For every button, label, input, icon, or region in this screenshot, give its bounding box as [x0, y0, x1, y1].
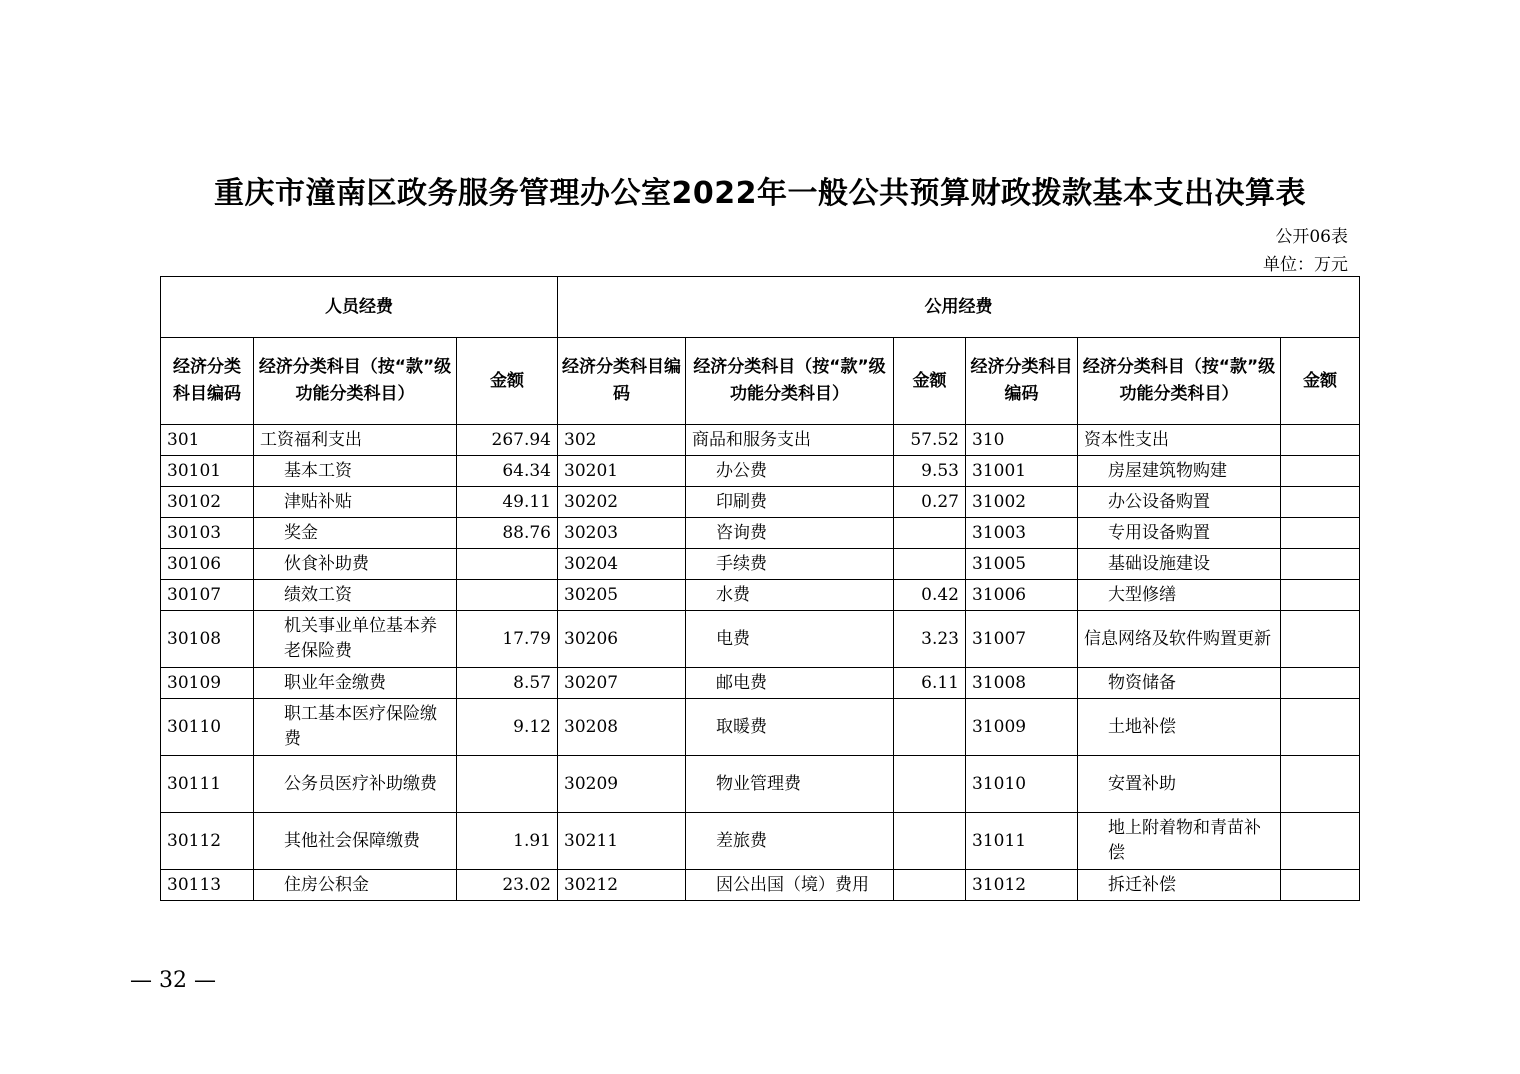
capital-amount — [1281, 456, 1360, 487]
page-number: — 32 — — [130, 968, 216, 993]
public-amount: 9.53 — [894, 456, 966, 487]
capital-code: 31007 — [966, 611, 1078, 668]
personnel-item: 职工基本医疗保险缴费 — [254, 699, 457, 756]
public-amount — [894, 518, 966, 549]
capital-amount — [1281, 549, 1360, 580]
capital-item: 物资储备 — [1078, 668, 1281, 699]
public-code: 302 — [558, 425, 686, 456]
capital-code: 31002 — [966, 487, 1078, 518]
header-name: 经济分类科目（按“款”级功能分类科目） — [254, 338, 457, 425]
personnel-code: 30108 — [161, 611, 254, 668]
public-item: 办公费 — [686, 456, 894, 487]
capital-code: 31003 — [966, 518, 1078, 549]
table-row — [161, 580, 1360, 611]
personnel-item: 伙食补助费 — [254, 549, 457, 580]
personnel-code: 30111 — [161, 756, 254, 813]
capital-item: 房屋建筑物购建 — [1078, 456, 1281, 487]
table-row — [161, 611, 1360, 668]
table-row — [161, 425, 1360, 456]
public-code: 30203 — [558, 518, 686, 549]
table-row — [161, 756, 1360, 813]
capital-item: 办公设备购置 — [1078, 487, 1281, 518]
capital-item: 安置补助 — [1078, 756, 1281, 813]
personnel-code: 30113 — [161, 870, 254, 901]
public-amount: 0.27 — [894, 487, 966, 518]
table-row — [161, 668, 1360, 699]
capital-amount — [1281, 756, 1360, 813]
public-amount: 57.52 — [894, 425, 966, 456]
capital-code: 31001 — [966, 456, 1078, 487]
personnel-item: 职业年金缴费 — [254, 668, 457, 699]
public-item: 差旅费 — [686, 813, 894, 870]
capital-item: 专用设备购置 — [1078, 518, 1281, 549]
public-item: 取暖费 — [686, 699, 894, 756]
personnel-amount — [457, 549, 558, 580]
table-row — [161, 487, 1360, 518]
capital-amount — [1281, 870, 1360, 901]
table-row — [161, 518, 1360, 549]
public-item: 印刷费 — [686, 487, 894, 518]
capital-code: 31010 — [966, 756, 1078, 813]
personnel-code: 30112 — [161, 813, 254, 870]
personnel-amount — [457, 580, 558, 611]
header-name: 经济分类科目（按“款”级功能分类科目） — [1078, 338, 1281, 425]
personnel-code: 30106 — [161, 549, 254, 580]
capital-code: 31009 — [966, 699, 1078, 756]
personnel-amount: 267.94 — [457, 425, 558, 456]
capital-code: 310 — [966, 425, 1078, 456]
table-row — [161, 549, 1360, 580]
personnel-amount: 9.12 — [457, 699, 558, 756]
personnel-amount: 88.76 — [457, 518, 558, 549]
section-public: 公用经费 — [558, 277, 1360, 338]
public-code: 30204 — [558, 549, 686, 580]
personnel-code: 301 — [161, 425, 254, 456]
public-item: 邮电费 — [686, 668, 894, 699]
personnel-code: 30109 — [161, 668, 254, 699]
public-code: 30206 — [558, 611, 686, 668]
header-amount: 金额 — [1281, 338, 1360, 425]
public-item: 咨询费 — [686, 518, 894, 549]
personnel-amount: 64.34 — [457, 456, 558, 487]
personnel-item: 其他社会保障缴费 — [254, 813, 457, 870]
section-personnel: 人员经费 — [161, 277, 558, 338]
header-name: 经济分类科目（按“款”级功能分类科目） — [686, 338, 894, 425]
table-row — [161, 813, 1360, 870]
public-amount — [894, 870, 966, 901]
personnel-amount: 8.57 — [457, 668, 558, 699]
personnel-code: 30102 — [161, 487, 254, 518]
personnel-item: 机关事业单位基本养老保险费 — [254, 611, 457, 668]
header-code: 经济分类科目编码 — [558, 338, 686, 425]
capital-item: 基础设施建设 — [1078, 549, 1281, 580]
capital-item: 拆迁补偿 — [1078, 870, 1281, 901]
capital-item: 信息网络及软件购置更新 — [1078, 611, 1281, 668]
personnel-amount — [457, 756, 558, 813]
public-amount — [894, 549, 966, 580]
table-row — [161, 456, 1360, 487]
capital-amount — [1281, 611, 1360, 668]
personnel-code: 30103 — [161, 518, 254, 549]
capital-item: 地上附着物和青苗补偿 — [1078, 813, 1281, 870]
capital-amount — [1281, 813, 1360, 870]
personnel-code: 30107 — [161, 580, 254, 611]
document-title: 重庆市潼南区政务服务管理办公室2022年一般公共预算财政拨款基本支出决算表 — [214, 176, 1306, 211]
capital-code: 31012 — [966, 870, 1078, 901]
public-code: 30208 — [558, 699, 686, 756]
personnel-item: 基本工资 — [254, 456, 457, 487]
form-number: 公开06表 — [1275, 227, 1348, 247]
header-amount: 金额 — [894, 338, 966, 425]
personnel-code: 30101 — [161, 456, 254, 487]
capital-code: 31011 — [966, 813, 1078, 870]
capital-item: 资本性支出 — [1078, 425, 1281, 456]
personnel-amount: 49.11 — [457, 487, 558, 518]
public-item: 手续费 — [686, 549, 894, 580]
public-code: 30207 — [558, 668, 686, 699]
capital-amount — [1281, 425, 1360, 456]
public-item: 电费 — [686, 611, 894, 668]
public-item: 因公出国（境）费用 — [686, 870, 894, 901]
public-item: 水费 — [686, 580, 894, 611]
header-code: 经济分类科目编码 — [161, 338, 254, 425]
capital-amount — [1281, 487, 1360, 518]
personnel-item: 住房公积金 — [254, 870, 457, 901]
public-code: 30201 — [558, 456, 686, 487]
personnel-amount: 23.02 — [457, 870, 558, 901]
personnel-amount: 17.79 — [457, 611, 558, 668]
unit-label: 单位：万元 — [1263, 255, 1348, 275]
expenditure-table — [160, 276, 1360, 901]
table-body — [161, 425, 1360, 901]
public-code: 30202 — [558, 487, 686, 518]
capital-item: 土地补偿 — [1078, 699, 1281, 756]
public-item: 物业管理费 — [686, 756, 894, 813]
capital-amount — [1281, 699, 1360, 756]
public-code: 30205 — [558, 580, 686, 611]
public-amount: 6.11 — [894, 668, 966, 699]
capital-code: 31006 — [966, 580, 1078, 611]
public-amount: 0.42 — [894, 580, 966, 611]
public-code: 30209 — [558, 756, 686, 813]
personnel-item: 公务员医疗补助缴费 — [254, 756, 457, 813]
header-amount: 金额 — [457, 338, 558, 425]
capital-item: 大型修缮 — [1078, 580, 1281, 611]
header-code: 经济分类科目编码 — [966, 338, 1078, 425]
public-amount: 3.23 — [894, 611, 966, 668]
capital-code: 31008 — [966, 668, 1078, 699]
capital-amount — [1281, 580, 1360, 611]
personnel-item: 奖金 — [254, 518, 457, 549]
table-row — [161, 699, 1360, 756]
personnel-item: 绩效工资 — [254, 580, 457, 611]
public-code: 30212 — [558, 870, 686, 901]
public-amount — [894, 756, 966, 813]
public-amount — [894, 699, 966, 756]
personnel-code: 30110 — [161, 699, 254, 756]
public-amount — [894, 813, 966, 870]
public-code: 30211 — [558, 813, 686, 870]
capital-code: 31005 — [966, 549, 1078, 580]
personnel-item: 工资福利支出 — [254, 425, 457, 456]
capital-amount — [1281, 668, 1360, 699]
personnel-amount: 1.91 — [457, 813, 558, 870]
personnel-item: 津贴补贴 — [254, 487, 457, 518]
capital-amount — [1281, 518, 1360, 549]
public-item: 商品和服务支出 — [686, 425, 894, 456]
table-row — [161, 870, 1360, 901]
